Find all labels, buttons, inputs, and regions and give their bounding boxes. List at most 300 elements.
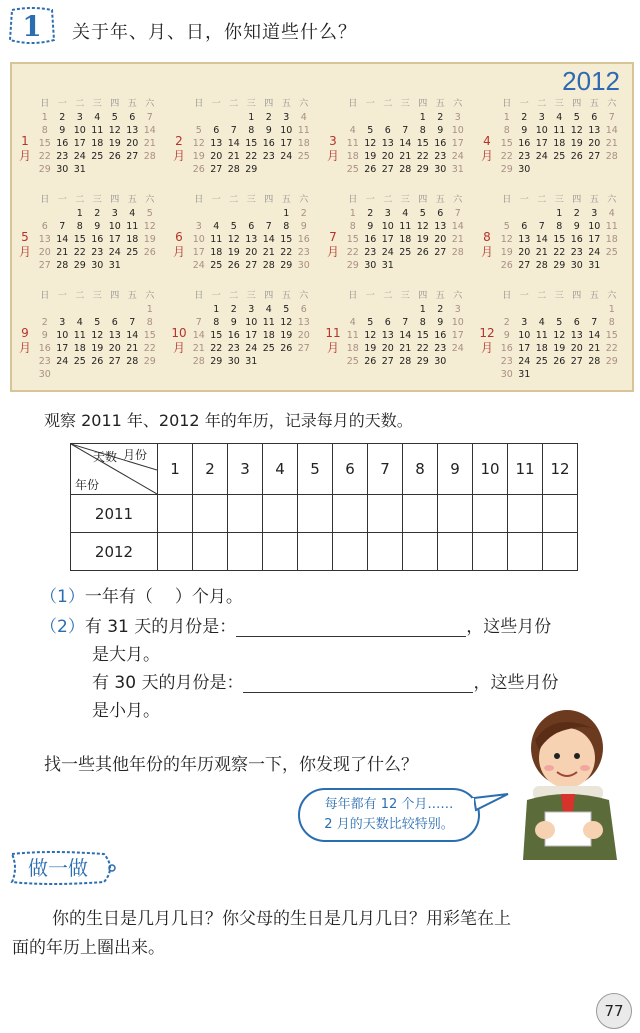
calendar-day[interactable]: 13 <box>518 234 531 245</box>
calendar-day[interactable]: 8 <box>76 221 83 232</box>
calendar-day[interactable]: 2 <box>41 317 48 328</box>
calendar-day[interactable]: 13 <box>381 138 394 149</box>
calendar-day[interactable]: 17 <box>451 330 464 341</box>
calendar-day[interactable]: 20 <box>297 330 310 341</box>
calendar-day[interactable]: 21 <box>605 138 618 149</box>
calendar-day[interactable]: 6 <box>129 112 136 123</box>
calendar-day[interactable]: 26 <box>364 164 377 175</box>
calendar-day[interactable]: 28 <box>588 356 601 367</box>
calendar-day[interactable]: 9 <box>367 221 374 232</box>
calendar-day[interactable]: 19 <box>364 151 377 162</box>
calendar-day[interactable]: 19 <box>192 151 205 162</box>
calendar-day[interactable]: 29 <box>245 164 258 175</box>
calendar-day[interactable]: 27 <box>108 356 121 367</box>
calendar-day[interactable]: 7 <box>454 208 461 219</box>
calendar-day[interactable]: 5 <box>195 125 202 136</box>
calendar-day[interactable]: 2 <box>437 112 444 123</box>
calendar-day[interactable]: 25 <box>346 164 359 175</box>
calendar-day[interactable]: 10 <box>535 125 548 136</box>
calendar-day[interactable]: 14 <box>588 330 601 341</box>
calendar-day[interactable]: 7 <box>538 221 545 232</box>
calendar-day[interactable]: 24 <box>280 151 293 162</box>
calendar-day[interactable]: 24 <box>535 151 548 162</box>
calendar-day[interactable]: 27 <box>38 260 51 271</box>
calendar-day[interactable]: 19 <box>500 247 513 258</box>
calendar-day[interactable]: 31 <box>108 260 121 271</box>
calendar-day[interactable]: 26 <box>192 164 205 175</box>
calendar-day[interactable]: 18 <box>262 330 275 341</box>
calendar-day[interactable]: 18 <box>399 234 412 245</box>
calendar-day[interactable]: 15 <box>500 138 513 149</box>
calendar-day[interactable]: 25 <box>210 260 223 271</box>
calendar-day[interactable]: 6 <box>384 125 391 136</box>
calendar-day[interactable]: 23 <box>38 356 51 367</box>
calendar-day[interactable]: 25 <box>399 247 412 258</box>
calendar-day[interactable]: 8 <box>41 125 48 136</box>
calendar-day[interactable]: 27 <box>210 164 223 175</box>
calendar-day[interactable]: 1 <box>213 304 220 315</box>
calendar-day[interactable]: 4 <box>76 317 83 328</box>
calendar-day[interactable]: 14 <box>56 234 69 245</box>
calendar-day[interactable]: 7 <box>195 317 202 328</box>
calendar-day[interactable]: 28 <box>143 151 156 162</box>
calendar-day[interactable]: 5 <box>573 112 580 123</box>
calendar-day[interactable]: 8 <box>419 125 426 136</box>
calendar-day[interactable]: 24 <box>192 260 205 271</box>
calendar-day[interactable]: 17 <box>245 330 258 341</box>
calendar-day[interactable]: 9 <box>230 317 237 328</box>
calendar-day[interactable]: 3 <box>111 208 118 219</box>
calendar-day[interactable]: 3 <box>59 317 66 328</box>
calendar-day[interactable]: 15 <box>553 234 566 245</box>
calendar-day[interactable]: 21 <box>535 247 548 258</box>
calendar-day[interactable]: 27 <box>126 151 139 162</box>
calendar-day[interactable]: 12 <box>91 330 104 341</box>
calendar-day[interactable]: 15 <box>210 330 223 341</box>
calendar-day[interactable]: 5 <box>556 317 563 328</box>
calendar-day[interactable]: 2 <box>437 304 444 315</box>
calendar-day[interactable]: 12 <box>143 221 156 232</box>
days-entry-cell[interactable] <box>228 533 263 571</box>
calendar-day[interactable]: 16 <box>518 138 531 149</box>
calendar-day[interactable]: 11 <box>210 234 223 245</box>
calendar-day[interactable]: 16 <box>364 234 377 245</box>
calendar-day[interactable]: 18 <box>346 151 359 162</box>
calendar-day[interactable]: 8 <box>503 125 510 136</box>
calendar-day[interactable]: 14 <box>192 330 205 341</box>
calendar-day[interactable]: 20 <box>210 151 223 162</box>
calendar-day[interactable]: 30 <box>434 164 447 175</box>
calendar-day[interactable]: 8 <box>556 221 563 232</box>
calendar-day[interactable]: 30 <box>570 260 583 271</box>
calendar-day[interactable]: 1 <box>556 208 563 219</box>
calendar-day[interactable]: 27 <box>381 164 394 175</box>
calendar-day[interactable]: 9 <box>437 125 444 136</box>
calendar-day[interactable]: 1 <box>608 304 615 315</box>
calendar-day[interactable]: 26 <box>570 151 583 162</box>
calendar-day[interactable]: 28 <box>399 356 412 367</box>
calendar-day[interactable]: 28 <box>535 260 548 271</box>
calendar-day[interactable]: 25 <box>91 151 104 162</box>
calendar-day[interactable]: 11 <box>605 221 618 232</box>
calendar-day[interactable]: 16 <box>38 343 51 354</box>
calendar-day[interactable]: 2 <box>94 208 101 219</box>
calendar-day[interactable]: 12 <box>570 125 583 136</box>
calendar-day[interactable]: 30 <box>434 356 447 367</box>
calendar-day[interactable]: 24 <box>56 356 69 367</box>
calendar-day[interactable]: 7 <box>129 317 136 328</box>
calendar-day[interactable]: 26 <box>500 260 513 271</box>
calendar-day[interactable]: 9 <box>41 330 48 341</box>
calendar-day[interactable]: 11 <box>297 125 310 136</box>
calendar-day[interactable]: 31 <box>451 164 464 175</box>
calendar-day[interactable]: 21 <box>451 234 464 245</box>
calendar-day[interactable]: 27 <box>518 260 531 271</box>
calendar-day[interactable]: 17 <box>451 138 464 149</box>
days-entry-cell[interactable] <box>263 495 298 533</box>
calendar-day[interactable]: 22 <box>553 247 566 258</box>
calendar-day[interactable]: 30 <box>91 260 104 271</box>
calendar-day[interactable]: 26 <box>364 356 377 367</box>
calendar-day[interactable]: 28 <box>262 260 275 271</box>
calendar-day[interactable]: 10 <box>451 317 464 328</box>
calendar-day[interactable]: 16 <box>262 138 275 149</box>
calendar-day[interactable]: 8 <box>349 221 356 232</box>
calendar-day[interactable]: 6 <box>573 317 580 328</box>
calendar-day[interactable]: 7 <box>402 125 409 136</box>
calendar-day[interactable]: 18 <box>91 138 104 149</box>
calendar-day[interactable]: 28 <box>605 151 618 162</box>
calendar-day[interactable]: 1 <box>248 112 255 123</box>
calendar-day[interactable]: 21 <box>56 247 69 258</box>
calendar-day[interactable]: 31 <box>588 260 601 271</box>
calendar-day[interactable]: 11 <box>73 330 86 341</box>
calendar-day[interactable]: 12 <box>500 234 513 245</box>
days-entry-cell[interactable] <box>543 533 578 571</box>
calendar-day[interactable]: 24 <box>73 151 86 162</box>
calendar-day[interactable]: 22 <box>143 343 156 354</box>
calendar-day[interactable]: 4 <box>402 208 409 219</box>
calendar-day[interactable]: 18 <box>553 138 566 149</box>
calendar-day[interactable]: 20 <box>518 247 531 258</box>
days-entry-cell[interactable] <box>333 533 368 571</box>
calendar-day[interactable]: 27 <box>570 356 583 367</box>
calendar-day[interactable]: 29 <box>143 356 156 367</box>
calendar-day[interactable]: 3 <box>283 112 290 123</box>
calendar-day[interactable]: 19 <box>280 330 293 341</box>
calendar-day[interactable]: 22 <box>416 343 429 354</box>
calendar-day[interactable]: 19 <box>143 234 156 245</box>
calendar-day[interactable]: 4 <box>129 208 136 219</box>
calendar-day[interactable]: 3 <box>454 304 461 315</box>
calendar-day[interactable]: 20 <box>381 151 394 162</box>
calendar-day[interactable]: 1 <box>146 304 153 315</box>
calendar-day[interactable]: 20 <box>570 343 583 354</box>
calendar-day[interactable]: 5 <box>419 208 426 219</box>
calendar-day[interactable]: 23 <box>262 151 275 162</box>
calendar-day[interactable]: 4 <box>213 221 220 232</box>
calendar-day[interactable]: 24 <box>518 356 531 367</box>
calendar-day[interactable]: 1 <box>419 304 426 315</box>
calendar-day[interactable]: 5 <box>146 208 153 219</box>
days-entry-cell[interactable] <box>298 533 333 571</box>
calendar-day[interactable]: 13 <box>38 234 51 245</box>
calendar-day[interactable]: 2 <box>573 208 580 219</box>
calendar-day[interactable]: 3 <box>248 304 255 315</box>
calendar-day[interactable]: 29 <box>73 260 86 271</box>
calendar-day[interactable]: 2 <box>521 112 528 123</box>
calendar-day[interactable]: 20 <box>588 138 601 149</box>
calendar-day[interactable]: 22 <box>346 247 359 258</box>
calendar-day[interactable]: 16 <box>227 330 240 341</box>
calendar-day[interactable]: 10 <box>108 221 121 232</box>
calendar-day[interactable]: 1 <box>503 112 510 123</box>
calendar-day[interactable]: 18 <box>535 343 548 354</box>
days-entry-cell[interactable] <box>543 495 578 533</box>
calendar-day[interactable]: 4 <box>349 317 356 328</box>
calendar-day[interactable]: 28 <box>227 164 240 175</box>
calendar-day[interactable]: 31 <box>518 369 531 380</box>
calendar-day[interactable]: 14 <box>126 330 139 341</box>
calendar-day[interactable]: 7 <box>146 112 153 123</box>
calendar-day[interactable]: 8 <box>419 317 426 328</box>
calendar-day[interactable]: 23 <box>297 247 310 258</box>
calendar-day[interactable]: 2 <box>265 112 272 123</box>
calendar-day[interactable]: 20 <box>38 247 51 258</box>
calendar-day[interactable]: 15 <box>73 234 86 245</box>
calendar-day[interactable]: 4 <box>538 317 545 328</box>
calendar-day[interactable]: 31 <box>73 164 86 175</box>
calendar-day[interactable]: 7 <box>402 317 409 328</box>
calendar-day[interactable]: 5 <box>111 112 118 123</box>
calendar-day[interactable]: 17 <box>56 343 69 354</box>
calendar-day[interactable]: 22 <box>210 343 223 354</box>
days-entry-cell[interactable] <box>438 533 473 571</box>
calendar-day[interactable]: 16 <box>434 138 447 149</box>
calendar-day[interactable]: 13 <box>126 125 139 136</box>
calendar-day[interactable]: 12 <box>416 221 429 232</box>
calendar-day[interactable]: 15 <box>605 330 618 341</box>
calendar-day[interactable]: 20 <box>245 247 258 258</box>
calendar-day[interactable]: 17 <box>518 343 531 354</box>
calendar-day[interactable]: 16 <box>297 234 310 245</box>
calendar-day[interactable]: 9 <box>437 317 444 328</box>
calendar-day[interactable]: 10 <box>280 125 293 136</box>
calendar-day[interactable]: 15 <box>143 330 156 341</box>
calendar-day[interactable]: 28 <box>399 164 412 175</box>
calendar-day[interactable]: 26 <box>91 356 104 367</box>
calendar-day[interactable]: 17 <box>73 138 86 149</box>
calendar-day[interactable]: 22 <box>416 151 429 162</box>
calendar-day[interactable]: 18 <box>605 234 618 245</box>
calendar-day[interactable]: 10 <box>451 125 464 136</box>
calendar-day[interactable]: 8 <box>608 317 615 328</box>
calendar-day[interactable]: 24 <box>588 247 601 258</box>
calendar-day[interactable]: 22 <box>38 151 51 162</box>
calendar-day[interactable]: 29 <box>210 356 223 367</box>
calendar-day[interactable]: 11 <box>346 138 359 149</box>
calendar-day[interactable]: 29 <box>553 260 566 271</box>
calendar-day[interactable]: 1 <box>349 208 356 219</box>
calendar-day[interactable]: 17 <box>192 247 205 258</box>
calendar-day[interactable]: 22 <box>73 247 86 258</box>
calendar-day[interactable]: 27 <box>297 343 310 354</box>
calendar-day[interactable]: 19 <box>227 247 240 258</box>
calendar-day[interactable]: 23 <box>518 151 531 162</box>
days-entry-cell[interactable] <box>473 495 508 533</box>
calendar-day[interactable]: 25 <box>553 151 566 162</box>
calendar-day[interactable]: 24 <box>381 247 394 258</box>
calendar-day[interactable]: 18 <box>297 138 310 149</box>
calendar-day[interactable]: 28 <box>192 356 205 367</box>
calendar-day[interactable]: 5 <box>230 221 237 232</box>
calendar-day[interactable]: 3 <box>454 112 461 123</box>
calendar-day[interactable]: 25 <box>126 247 139 258</box>
calendar-day[interactable]: 31 <box>381 260 394 271</box>
calendar-day[interactable]: 30 <box>518 164 531 175</box>
calendar-day[interactable]: 23 <box>570 247 583 258</box>
calendar-day[interactable]: 6 <box>111 317 118 328</box>
days-entry-cell[interactable] <box>158 533 193 571</box>
calendar-day[interactable]: 11 <box>262 317 275 328</box>
calendar-day[interactable]: 13 <box>381 330 394 341</box>
calendar-day[interactable]: 13 <box>588 125 601 136</box>
days-entry-cell[interactable] <box>193 495 228 533</box>
calendar-day[interactable]: 6 <box>300 304 307 315</box>
calendar-day[interactable]: 11 <box>553 125 566 136</box>
calendar-day[interactable]: 4 <box>94 112 101 123</box>
calendar-day[interactable]: 25 <box>262 343 275 354</box>
calendar-day[interactable]: 4 <box>265 304 272 315</box>
calendar-day[interactable]: 16 <box>570 234 583 245</box>
calendar-day[interactable]: 15 <box>38 138 51 149</box>
calendar-day[interactable]: 24 <box>451 151 464 162</box>
calendar-day[interactable]: 19 <box>108 138 121 149</box>
calendar-day[interactable]: 11 <box>126 221 139 232</box>
calendar-day[interactable]: 25 <box>297 151 310 162</box>
calendar-day[interactable]: 2 <box>59 112 66 123</box>
calendar-day[interactable]: 15 <box>416 138 429 149</box>
days-entry-cell[interactable] <box>298 495 333 533</box>
calendar-day[interactable]: 28 <box>451 247 464 258</box>
calendar-day[interactable]: 23 <box>364 247 377 258</box>
calendar-day[interactable]: 23 <box>227 343 240 354</box>
calendar-day[interactable]: 6 <box>437 208 444 219</box>
calendar-day[interactable]: 11 <box>91 125 104 136</box>
calendar-day[interactable]: 7 <box>59 221 66 232</box>
calendar-day[interactable]: 8 <box>248 125 255 136</box>
calendar-day[interactable]: 30 <box>364 260 377 271</box>
calendar-day[interactable]: 9 <box>503 330 510 341</box>
calendar-day[interactable]: 17 <box>588 234 601 245</box>
calendar-day[interactable]: 4 <box>556 112 563 123</box>
calendar-day[interactable]: 10 <box>192 234 205 245</box>
calendar-day[interactable]: 5 <box>367 317 374 328</box>
calendar-day[interactable]: 4 <box>300 112 307 123</box>
calendar-day[interactable]: 17 <box>280 138 293 149</box>
days-entry-cell[interactable] <box>333 495 368 533</box>
calendar-day[interactable]: 16 <box>500 343 513 354</box>
calendar-day[interactable]: 7 <box>265 221 272 232</box>
calendar-day[interactable]: 25 <box>535 356 548 367</box>
calendar-day[interactable]: 12 <box>364 330 377 341</box>
calendar-day[interactable]: 2 <box>503 317 510 328</box>
calendar-day[interactable]: 18 <box>346 343 359 354</box>
calendar-day[interactable]: 12 <box>227 234 240 245</box>
calendar-day[interactable]: 13 <box>297 317 310 328</box>
calendar-day[interactable]: 24 <box>108 247 121 258</box>
calendar-day[interactable]: 3 <box>591 208 598 219</box>
calendar-day[interactable]: 25 <box>346 356 359 367</box>
days-entry-cell[interactable] <box>193 533 228 571</box>
calendar-day[interactable]: 21 <box>399 343 412 354</box>
calendar-day[interactable]: 14 <box>451 221 464 232</box>
calendar-day[interactable]: 14 <box>535 234 548 245</box>
calendar-day[interactable]: 27 <box>245 260 258 271</box>
calendar-day[interactable]: 23 <box>91 247 104 258</box>
calendar-day[interactable]: 29 <box>416 164 429 175</box>
calendar-day[interactable]: 13 <box>434 221 447 232</box>
calendar-day[interactable]: 30 <box>56 164 69 175</box>
calendar-day[interactable]: 3 <box>384 208 391 219</box>
calendar-day[interactable]: 14 <box>399 330 412 341</box>
calendar-day[interactable]: 16 <box>434 330 447 341</box>
days-entry-cell[interactable] <box>158 495 193 533</box>
calendar-day[interactable]: 26 <box>143 247 156 258</box>
calendar-day[interactable]: 15 <box>416 330 429 341</box>
calendar-day[interactable]: 25 <box>605 247 618 258</box>
calendar-day[interactable]: 25 <box>73 356 86 367</box>
calendar-day[interactable]: 24 <box>451 343 464 354</box>
calendar-day[interactable]: 17 <box>381 234 394 245</box>
calendar-day[interactable]: 2 <box>230 304 237 315</box>
calendar-day[interactable]: 23 <box>434 151 447 162</box>
calendar-day[interactable]: 12 <box>364 138 377 149</box>
calendar-day[interactable]: 12 <box>192 138 205 149</box>
calendar-day[interactable]: 21 <box>192 343 205 354</box>
calendar-day[interactable]: 16 <box>56 138 69 149</box>
calendar-day[interactable]: 29 <box>280 260 293 271</box>
calendar-day[interactable]: 26 <box>227 260 240 271</box>
calendar-day[interactable]: 10 <box>588 221 601 232</box>
calendar-day[interactable]: 6 <box>213 125 220 136</box>
calendar-day[interactable]: 22 <box>245 151 258 162</box>
calendar-day[interactable]: 20 <box>126 138 139 149</box>
calendar-day[interactable]: 4 <box>608 208 615 219</box>
calendar-day[interactable]: 15 <box>245 138 258 149</box>
calendar-day[interactable]: 13 <box>245 234 258 245</box>
calendar-day[interactable]: 15 <box>346 234 359 245</box>
calendar-day[interactable]: 12 <box>280 317 293 328</box>
calendar-day[interactable]: 9 <box>59 125 66 136</box>
calendar-day[interactable]: 19 <box>553 343 566 354</box>
calendar-day[interactable]: 19 <box>91 343 104 354</box>
days-entry-cell[interactable] <box>228 495 263 533</box>
calendar-day[interactable]: 19 <box>570 138 583 149</box>
calendar-day[interactable]: 27 <box>588 151 601 162</box>
calendar-day[interactable]: 7 <box>230 125 237 136</box>
calendar-day[interactable]: 21 <box>262 247 275 258</box>
calendar-day[interactable]: 20 <box>381 343 394 354</box>
calendar-day[interactable]: 21 <box>143 138 156 149</box>
calendar-day[interactable]: 3 <box>521 317 528 328</box>
calendar-day[interactable]: 13 <box>108 330 121 341</box>
calendar-day[interactable]: 11 <box>535 330 548 341</box>
calendar-day[interactable]: 1 <box>419 112 426 123</box>
calendar-day[interactable]: 29 <box>416 356 429 367</box>
days-entry-cell[interactable] <box>403 495 438 533</box>
days-entry-cell[interactable] <box>403 533 438 571</box>
